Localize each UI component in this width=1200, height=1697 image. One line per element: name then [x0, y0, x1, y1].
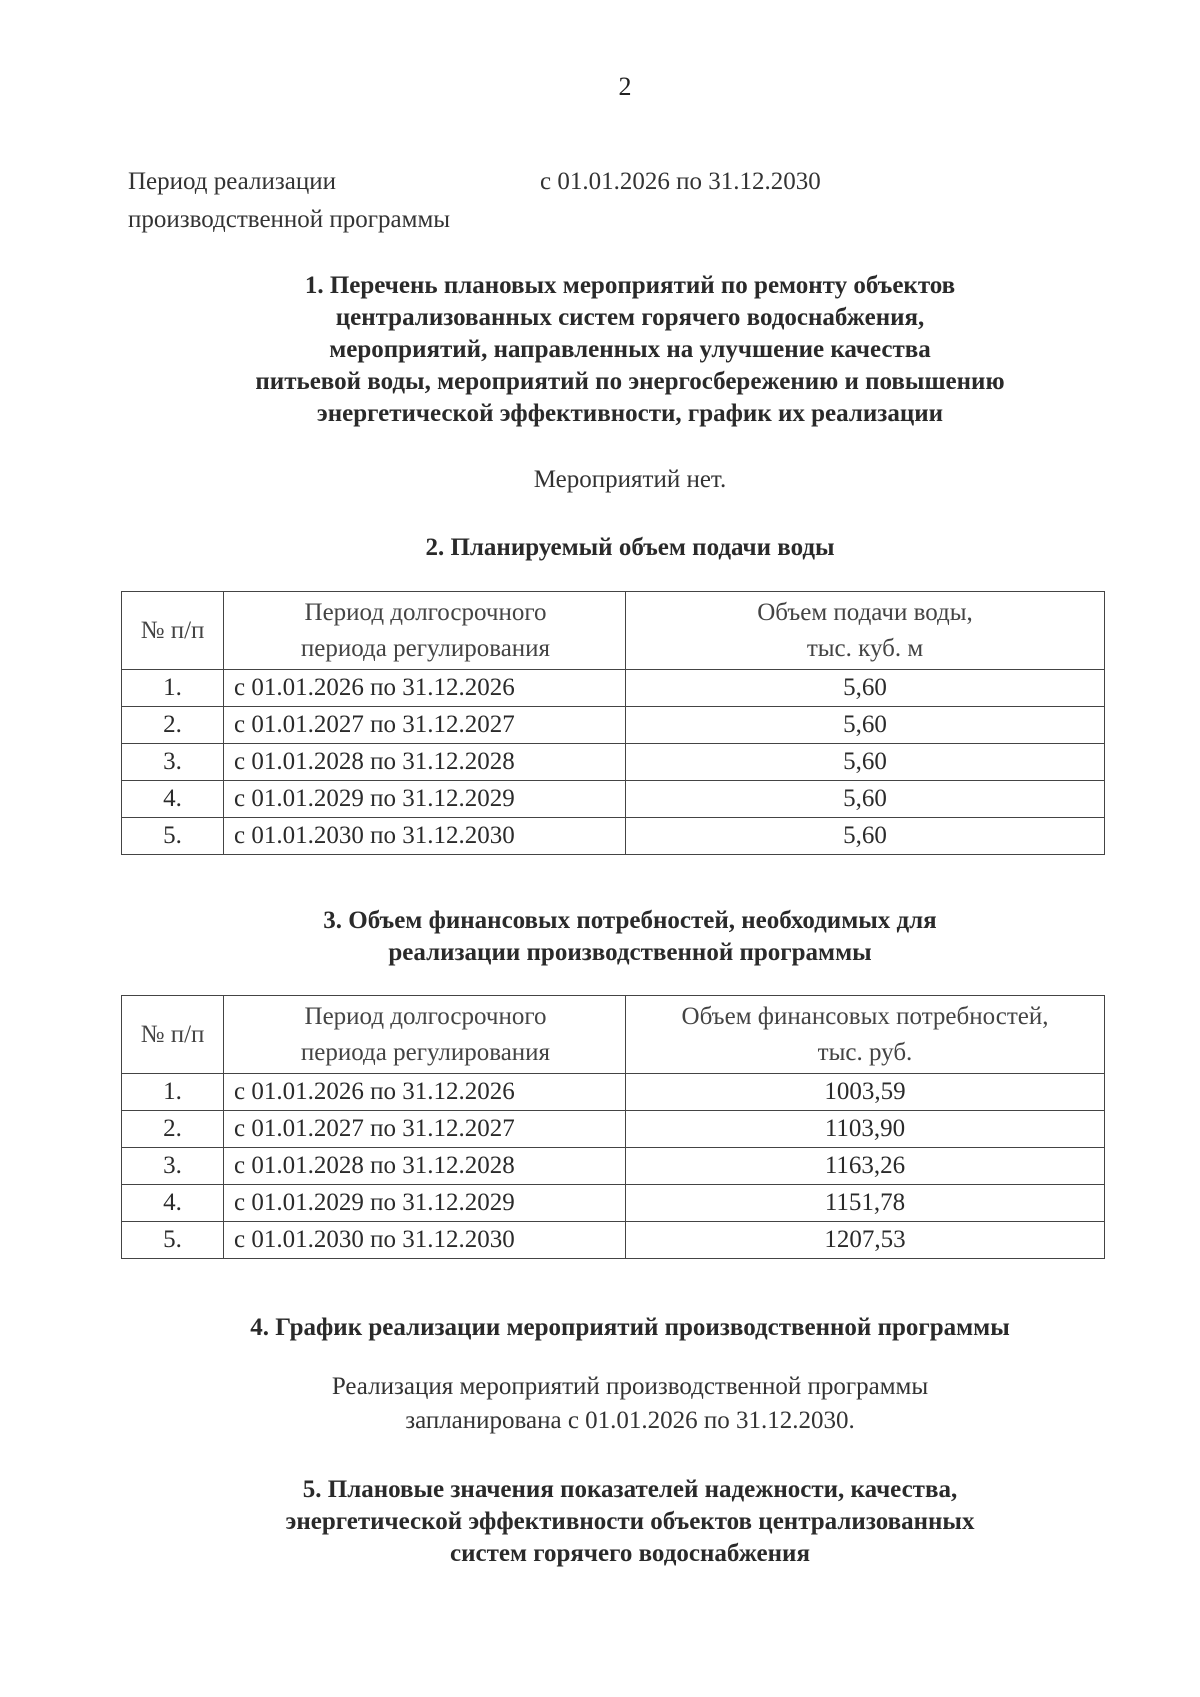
table-row [122, 1148, 1105, 1185]
header-period-line: периода регулирования [300, 634, 551, 662]
section4-text [150, 1370, 1110, 1438]
header-period [224, 592, 626, 670]
row-value: 5,60 [626, 818, 1105, 855]
section4-text-line: запланирована с 01.01.2026 по 31.12.2030. [405, 1407, 855, 1434]
table-row [122, 707, 1105, 744]
row-value: 5,60 [626, 781, 1105, 818]
row-period: с 01.01.2026 по 31.12.2026 [224, 670, 626, 707]
row-num: 3. [122, 1148, 224, 1185]
section4-title-line: 4. График реализации мероприятий производственной программы [250, 1314, 1010, 1341]
section3-title-line: реализации производственной программы [388, 939, 872, 966]
row-num: 1. [122, 670, 224, 707]
section1-title-line: 1. Перечень плановых мероприятий по ремонту объектов [304, 272, 956, 299]
table-header-row [122, 996, 1105, 1074]
row-value: 1163,26 [626, 1148, 1105, 1185]
row-period: с 01.01.2026 по 31.12.2026 [224, 1074, 626, 1111]
section2-title [150, 532, 1110, 564]
header-value-line: Объем подачи воды, [757, 598, 973, 626]
row-value: 1103,90 [626, 1111, 1105, 1148]
row-num: 5. [122, 818, 224, 855]
row-value: 1207,53 [626, 1222, 1105, 1259]
row-period: с 01.01.2029 по 31.12.2029 [224, 781, 626, 818]
period-label [128, 163, 450, 239]
table-row [122, 1111, 1105, 1148]
header-value [626, 996, 1105, 1074]
row-num: 2. [122, 707, 224, 744]
row-value: 5,60 [626, 670, 1105, 707]
header-value-line: тыс. куб. м [806, 634, 924, 662]
row-num: 1. [122, 1074, 224, 1111]
row-value: 1003,59 [626, 1074, 1105, 1111]
row-period: с 01.01.2028 по 31.12.2028 [224, 1148, 626, 1185]
header-num: № п/п [122, 996, 224, 1074]
section1-title-line: централизованных систем горячего водоснабжения, [335, 304, 925, 331]
row-num: 2. [122, 1111, 224, 1148]
section5-title [150, 1474, 1110, 1570]
row-period: с 01.01.2030 по 31.12.2030 [224, 818, 626, 855]
section4-title [150, 1312, 1110, 1344]
row-num: 4. [122, 1185, 224, 1222]
section5-title-line: систем горячего водоснабжения [450, 1540, 810, 1567]
table-row [122, 1222, 1105, 1259]
row-period: с 01.01.2027 по 31.12.2027 [224, 1111, 626, 1148]
section1-title [150, 270, 1110, 430]
section2-title-line: 2. Планируемый объем подачи воды [425, 534, 835, 561]
header-period-line: Период долгосрочного [304, 598, 547, 626]
header-period-line: периода регулирования [300, 1038, 551, 1066]
period-value: с 01.01.2026 по 31.12.2030 [540, 168, 821, 195]
section3-title-line: 3. Объем финансовых потребностей, необходимых для [323, 907, 937, 934]
row-value: 5,60 [626, 707, 1105, 744]
row-period: с 01.01.2029 по 31.12.2029 [224, 1185, 626, 1222]
header-period-line: Период долгосрочного [304, 1002, 547, 1030]
header-period [224, 996, 626, 1074]
row-period: с 01.01.2030 по 31.12.2030 [224, 1222, 626, 1259]
row-value: 1151,78 [626, 1185, 1105, 1222]
section5-title-line: 5. Плановые значения показателей надежности, качества, [302, 1476, 958, 1503]
row-num: 4. [122, 781, 224, 818]
period-label-line2: производственной программы [128, 206, 451, 233]
header-value-line: тыс. руб. [817, 1038, 913, 1066]
table-row [122, 670, 1105, 707]
section4-text-line: Реализация мероприятий производственной программы [331, 1373, 929, 1400]
header-value [626, 592, 1105, 670]
section3-title [150, 905, 1110, 969]
row-value: 5,60 [626, 744, 1105, 781]
table-row [122, 781, 1105, 818]
page-number: 2 [618, 72, 632, 101]
section1-text: Мероприятий нет. [533, 466, 727, 493]
table-row [122, 744, 1105, 781]
header-value-line: Объем финансовых потребностей, [681, 1002, 1049, 1030]
table-header-row [122, 592, 1105, 670]
row-num: 3. [122, 744, 224, 781]
period-label-line1: Период реализации [128, 168, 336, 195]
section1-title-line: энергетической эффективности, график их реализации [316, 400, 944, 427]
section5-title-line: энергетической эффективности объектов централизованных [285, 1508, 975, 1535]
table-row [122, 818, 1105, 855]
table-row [122, 1185, 1105, 1222]
table-row [122, 1074, 1105, 1111]
row-num: 5. [122, 1222, 224, 1259]
row-period: с 01.01.2027 по 31.12.2027 [224, 707, 626, 744]
section1-title-line: мероприятий, направленных на улучшение качества [329, 336, 931, 363]
row-period: с 01.01.2028 по 31.12.2028 [224, 744, 626, 781]
water-volume-table [121, 591, 1105, 855]
financial-needs-table [121, 995, 1105, 1259]
section1-title-line: питьевой воды, мероприятий по энергосбережению и повышению [255, 368, 1005, 395]
header-num: № п/п [122, 592, 224, 670]
